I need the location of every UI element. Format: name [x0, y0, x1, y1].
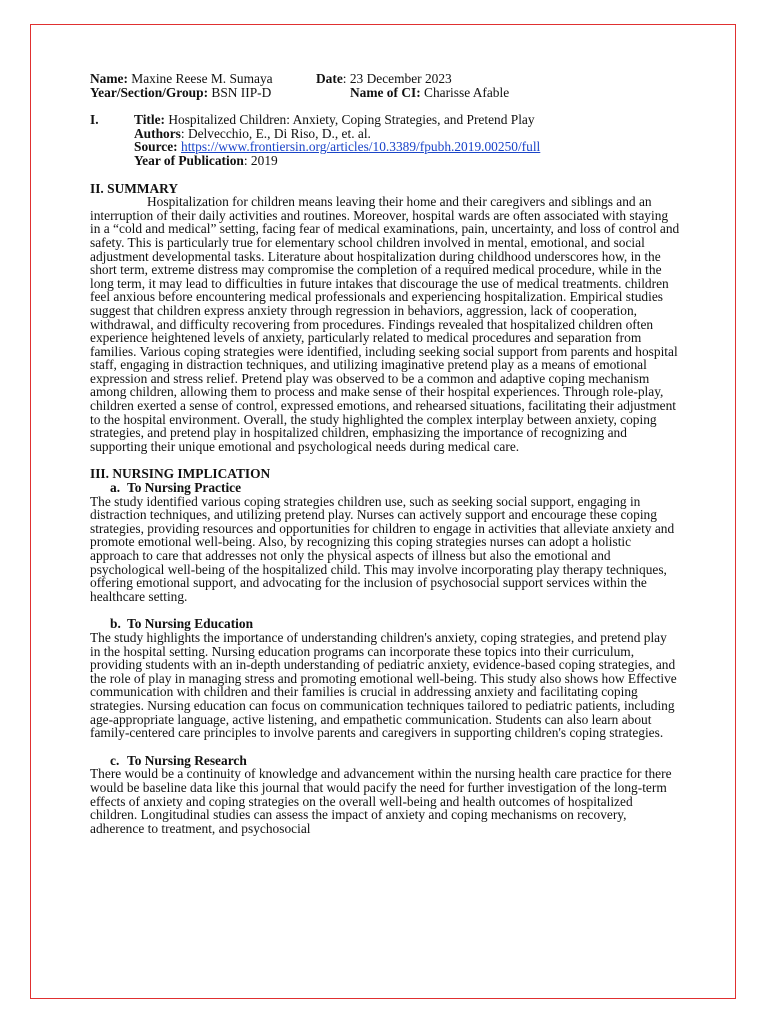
document-body: [90, 72, 680, 835]
education-heading-text: To Nursing Education: [127, 616, 254, 632]
source-link[interactable]: https://www.frontiersin.org/articles/10.3389/fpubh.2019.00250/full: [181, 139, 541, 155]
research-heading: [110, 754, 680, 768]
header-row-2: [90, 86, 680, 100]
practice-heading-text: To Nursing Practice: [127, 480, 242, 496]
practice-letter: a.: [110, 480, 121, 496]
year-value: : 2019: [243, 152, 278, 168]
article-info: [90, 113, 680, 167]
practice-paragraph: The study identified various coping strategies children use, such as seeking social support, engaging in distraction techniques, and utilizing pretend play. Nurses can actively support and encourage these coping strategies, providing resources and opportunities for children to engage in activities that alleviate anxiety and promote emotional well-being. Also, by recognizing this coping strategies nurses can adopt a holistic approach to care that addresses not only the physical aspects of illness but also the emotional and psychological well-being of the hospitalized child. This may involve incorporating play therapy techniques, offering emotional support, and advocating for the inclusion of psychosocial support services within the healthcare setting.: [90, 493, 675, 604]
research-paragraph: There would be a continuity of knowledge and advancement within the nursing health care practice for there would be baseline data like this journal that would pacify the need for further investigation of the long-term effects of anxiety and coping strategies on the overall well-being and health outcomes of hospitalized children. Longitudinal studies can assess the impact of anxiety and coping mechanisms on recovery, adherence to treatment, and psychosocial: [90, 766, 672, 836]
year-section-label: Year/Section/Group:: [90, 84, 209, 100]
education-heading: [110, 617, 680, 631]
title-value: Hospitalized Children: Anxiety, Coping Strategies, and Pretend Play: [168, 112, 535, 128]
source-label: Source:: [134, 139, 178, 155]
summary-paragraph: Hospitalization for children means leaving their home and their caregivers and siblings and an interruption of their daily activities and routines. Moreover, hospital wards are often associated with staying in a “cold and medical” setting, facing fear of medical examinations, pain, uncertainty, and loss of control and safety. This is particularly true for elementary school children involved in mental, emotional, and social adjustment developmental tasks. Literature about hospitalization during childhood underscores how, in the short term, extreme distress may compromise the completion of a required medical procedure, while in the long term, it may lead to difficulties in future intakes that discourage the use of medical treatments. children feel anxious before encountering medical professionals and experiencing hospitalization. Empirical studies suggest that children express anxiety through regression in behaviors, aggression, lack of cooperation, withdrawal, and difficulty recovering from procedures. Findings revealed that hospitalized children often experience heightened levels of anxiety, particularly related to medical procedures and separation from families. Various coping strategies were identified, including seeking social support from parents and hospital staff, engaging in distraction techniques, and utilizing imaginative pretend play as a means of emotional expression and stress relief. Pretend play was observed to be a common and adaptive coping mechanism among children, allowing them to process and make sense of their hospital experiences. Through role-play, children exerted a sense of control, expressed emotions, and rehearsed situations, facilitating their adjustment to the hospital environment. Overall, the study highlighted the complex interplay between anxiety, coping strategies, and pretend play in hospitalized children, emphasizing the importance of recognizing and supporting their unique emotional and psychological needs during medical care.: [90, 194, 680, 454]
education-paragraph: The study highlights the importance of understanding children's anxiety, coping strategies, and pretend play in the hospital setting. Nursing education programs can incorporate these topics into their curriculum, providing students with an in-depth understanding of pediatric anxiety, evidence-based coping strategies, and the role of play in managing stress and promoting emotional well-being. This study also shows how Effective communication with children and their families is crucial in addressing anxiety and facilitating coping strategies. Nursing education can focus on communication techniques tailored to pediatric patients, including age-appropriate language, active listening, and empathetic communication. Students can also learn about family-centered care principles to involve parents and caregivers in supporting children's coping strategies.: [90, 629, 677, 741]
ci-label: Name of CI:: [350, 84, 421, 100]
section-numeral: I.: [90, 112, 99, 128]
year-label: Year of Publication: [134, 152, 244, 168]
authors-label: Authors: [134, 125, 181, 141]
ci-value: Charisse Afable: [424, 84, 510, 100]
year-section-value: BSN IIP-D: [211, 84, 272, 100]
date-value: : 23 December 2023: [342, 71, 452, 86]
implication-heading: III. NURSING IMPLICATION: [90, 466, 271, 482]
research-heading-text: To Nursing Research: [127, 752, 247, 768]
summary-heading: II. SUMMARY: [90, 180, 179, 196]
date-label: Date: [316, 71, 343, 86]
authors-value: : Delvecchio, E., Di Riso, D., et. al.: [180, 125, 371, 141]
education-letter: b.: [110, 616, 121, 632]
practice-heading: [110, 481, 680, 495]
header-row-1: [90, 72, 680, 86]
research-letter: c.: [110, 752, 120, 768]
name-value: Maxine Reese M. Sumaya: [131, 71, 273, 86]
title-label: Title:: [134, 112, 165, 128]
name-label: Name:: [90, 71, 128, 86]
